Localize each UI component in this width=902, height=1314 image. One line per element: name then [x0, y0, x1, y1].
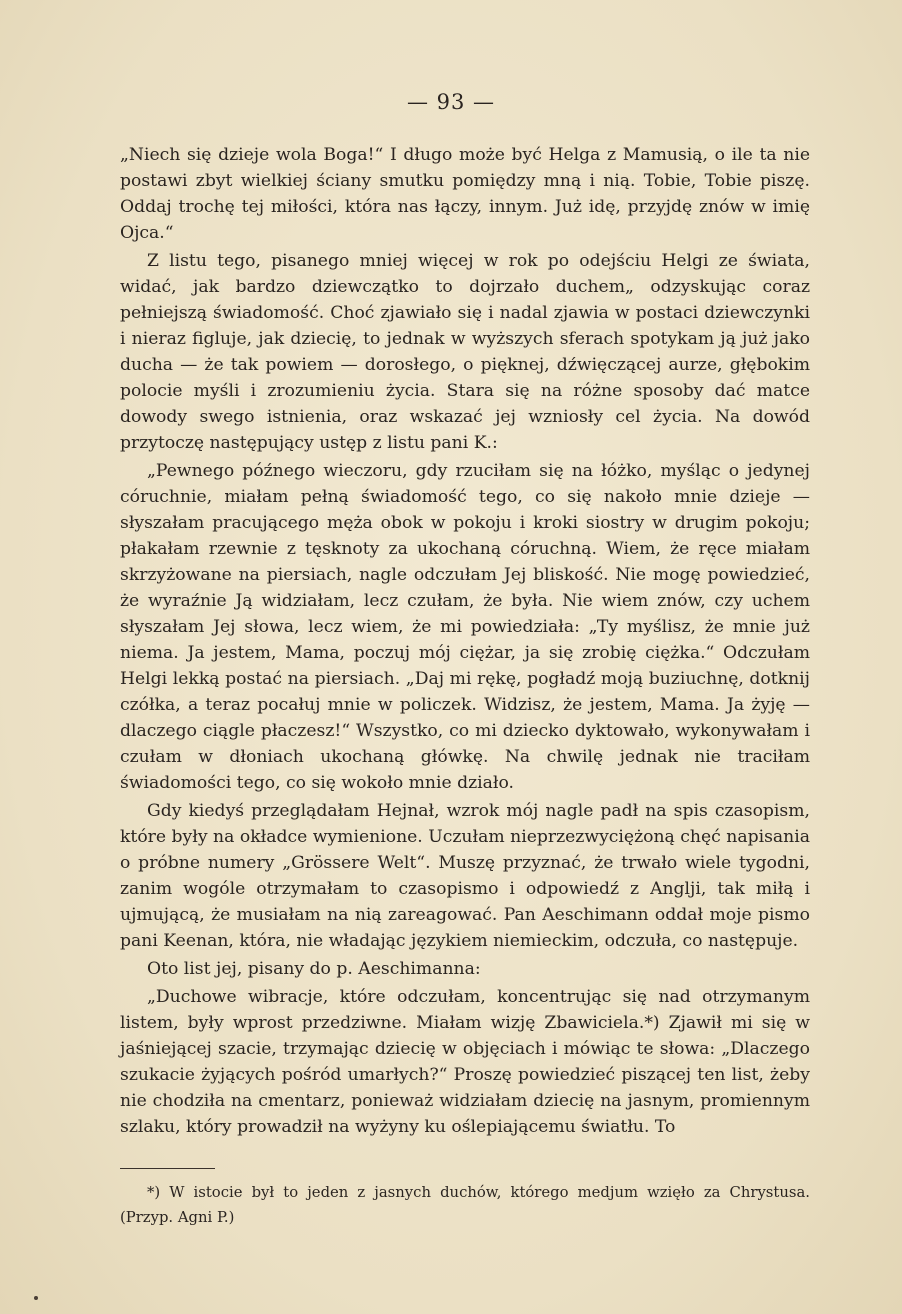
paragraph-3: „Pewnego późnego wieczoru, gdy rzuciłam się na łóżko, myśląc o jedynej córuchnie, miałam pełną świadomość tego, co się nakoło mnie dzieje — słyszałam pracującego męża obok w pokoju i kroki siostry w drugim pokoju; płakałam rzewnie z tęsknoty za ukochaną córuchną. Wiem, że ręce miałam skrzyżowane na piersiach, nagle odczułam Jej bliskość. Nie mogę powiedzieć, że wyraźnie Ją widziałam, lecz czułam, że była. Nie wiem znów, czy uchem słyszałam Jej słowa, lecz wiem, że mi powiedziała: „Ty myślisz, że mnie już niema. Ja jestem, Mama, poczuj mój ciężar, ja się zrobię ciężka.“ Odczułam Helgi lekką postać na piersiach. „Daj mi rękę, pogładź moją buziuchnę, dotknij czółka, a teraz pocałuj mnie w policzek. Widzisz, że jestem, Mama. Ja żyję — dlaczego ciągle płaczesz!“ Wszystko, co mi dziecko dyktowało, wykonywałam i czułam w dłoniach ukochaną główkę. Na chwilę jednak nie traciłam świadomości tego, co się wokoło mnie działo. — [120, 461, 810, 793]
paragraph-5: Oto list jej, pisany do p. Aeschimanna: — [147, 959, 481, 979]
paper-speck — [34, 1296, 38, 1300]
footnote: *) W istocie był to jeden z jasnych duchów, którego medjum wzięło za Chrystusa. (Przyp. Agni P.) — [120, 1184, 810, 1226]
footnote-divider — [120, 1168, 215, 1169]
page-number: — 93 — — [406, 90, 496, 114]
paragraph-1: „Niech się dzieje wola Boga!“ I długo może być Helga z Mamusią, o ile ta nie postawi zbyt wielkiej ściany smutku pomiędzy mną i nią. Tobie, Tobie piszę. Oddaj trochę tej miłości, która nas łączy, innym. Już idę, przyjdę znów w imię Ojca.“ — [120, 145, 810, 243]
body-text — [120, 142, 810, 1142]
paragraph-6: „Duchowe wibracje, które odczułam, koncentrując się nad otrzymanym listem, były wprost przedziwne. Miałam wizję Zbawiciela.*) Zjawił mi się w jaśniejącej szacie, trzymając dziecię w objęciach i mówiąc te słowa: „Dlaczego szukacie żyjących pośród umarłych?“ Proszę powiedzieć piszącej ten list, żeby nie chodziła na cmentarz, ponieważ widziałam dziecię na jasnym, promiennym szlaku, który prowadził na wyżyny ku oślepiającemu światłu. To — [120, 987, 810, 1137]
paragraph-2: Z listu tego, pisanego mniej więcej w rok po odejściu Helgi ze świata, widać, jak bardzo dziewczątko to dojrzało duchem„ odzyskując coraz pełniejszą świadomość. Choć zjawiało się i nadal zjawia w postaci dziewczynki i nieraz figluje, jak dziecię, to jednak w wyższych sferach spotykam ją już jako ducha — że tak powiem — dorosłego, o pięknej, dźwięczącej aurze, głębokim polocie myśli i zrozumieniu życia. Stara się na różne sposoby dać matce dowody swego istnienia, oraz wskazać jej wzniosły cel życia. Na dowód przytoczę następujący ustęp z listu pani K.: — [120, 251, 810, 453]
paragraph-4: Gdy kiedyś przeglądałam Hejnał, wzrok mój nagle padł na spis czasopism, które były na okładce wymienione. Uczułam nieprzezwyciężoną chęć napisania o próbne numery „Grössere Welt“. Muszę przyznać, że trwało wiele tygodni, zanim wogóle otrzymałam to czasopismo i odpowiedź z Anglji, tak miłą i ujmującą, że musiałam na nią zareagować. Pan Aeschimann oddał moje pismo pani Keenan, która, nie władając językiem niemieckim, odczuła, co następuje. — [120, 801, 810, 951]
